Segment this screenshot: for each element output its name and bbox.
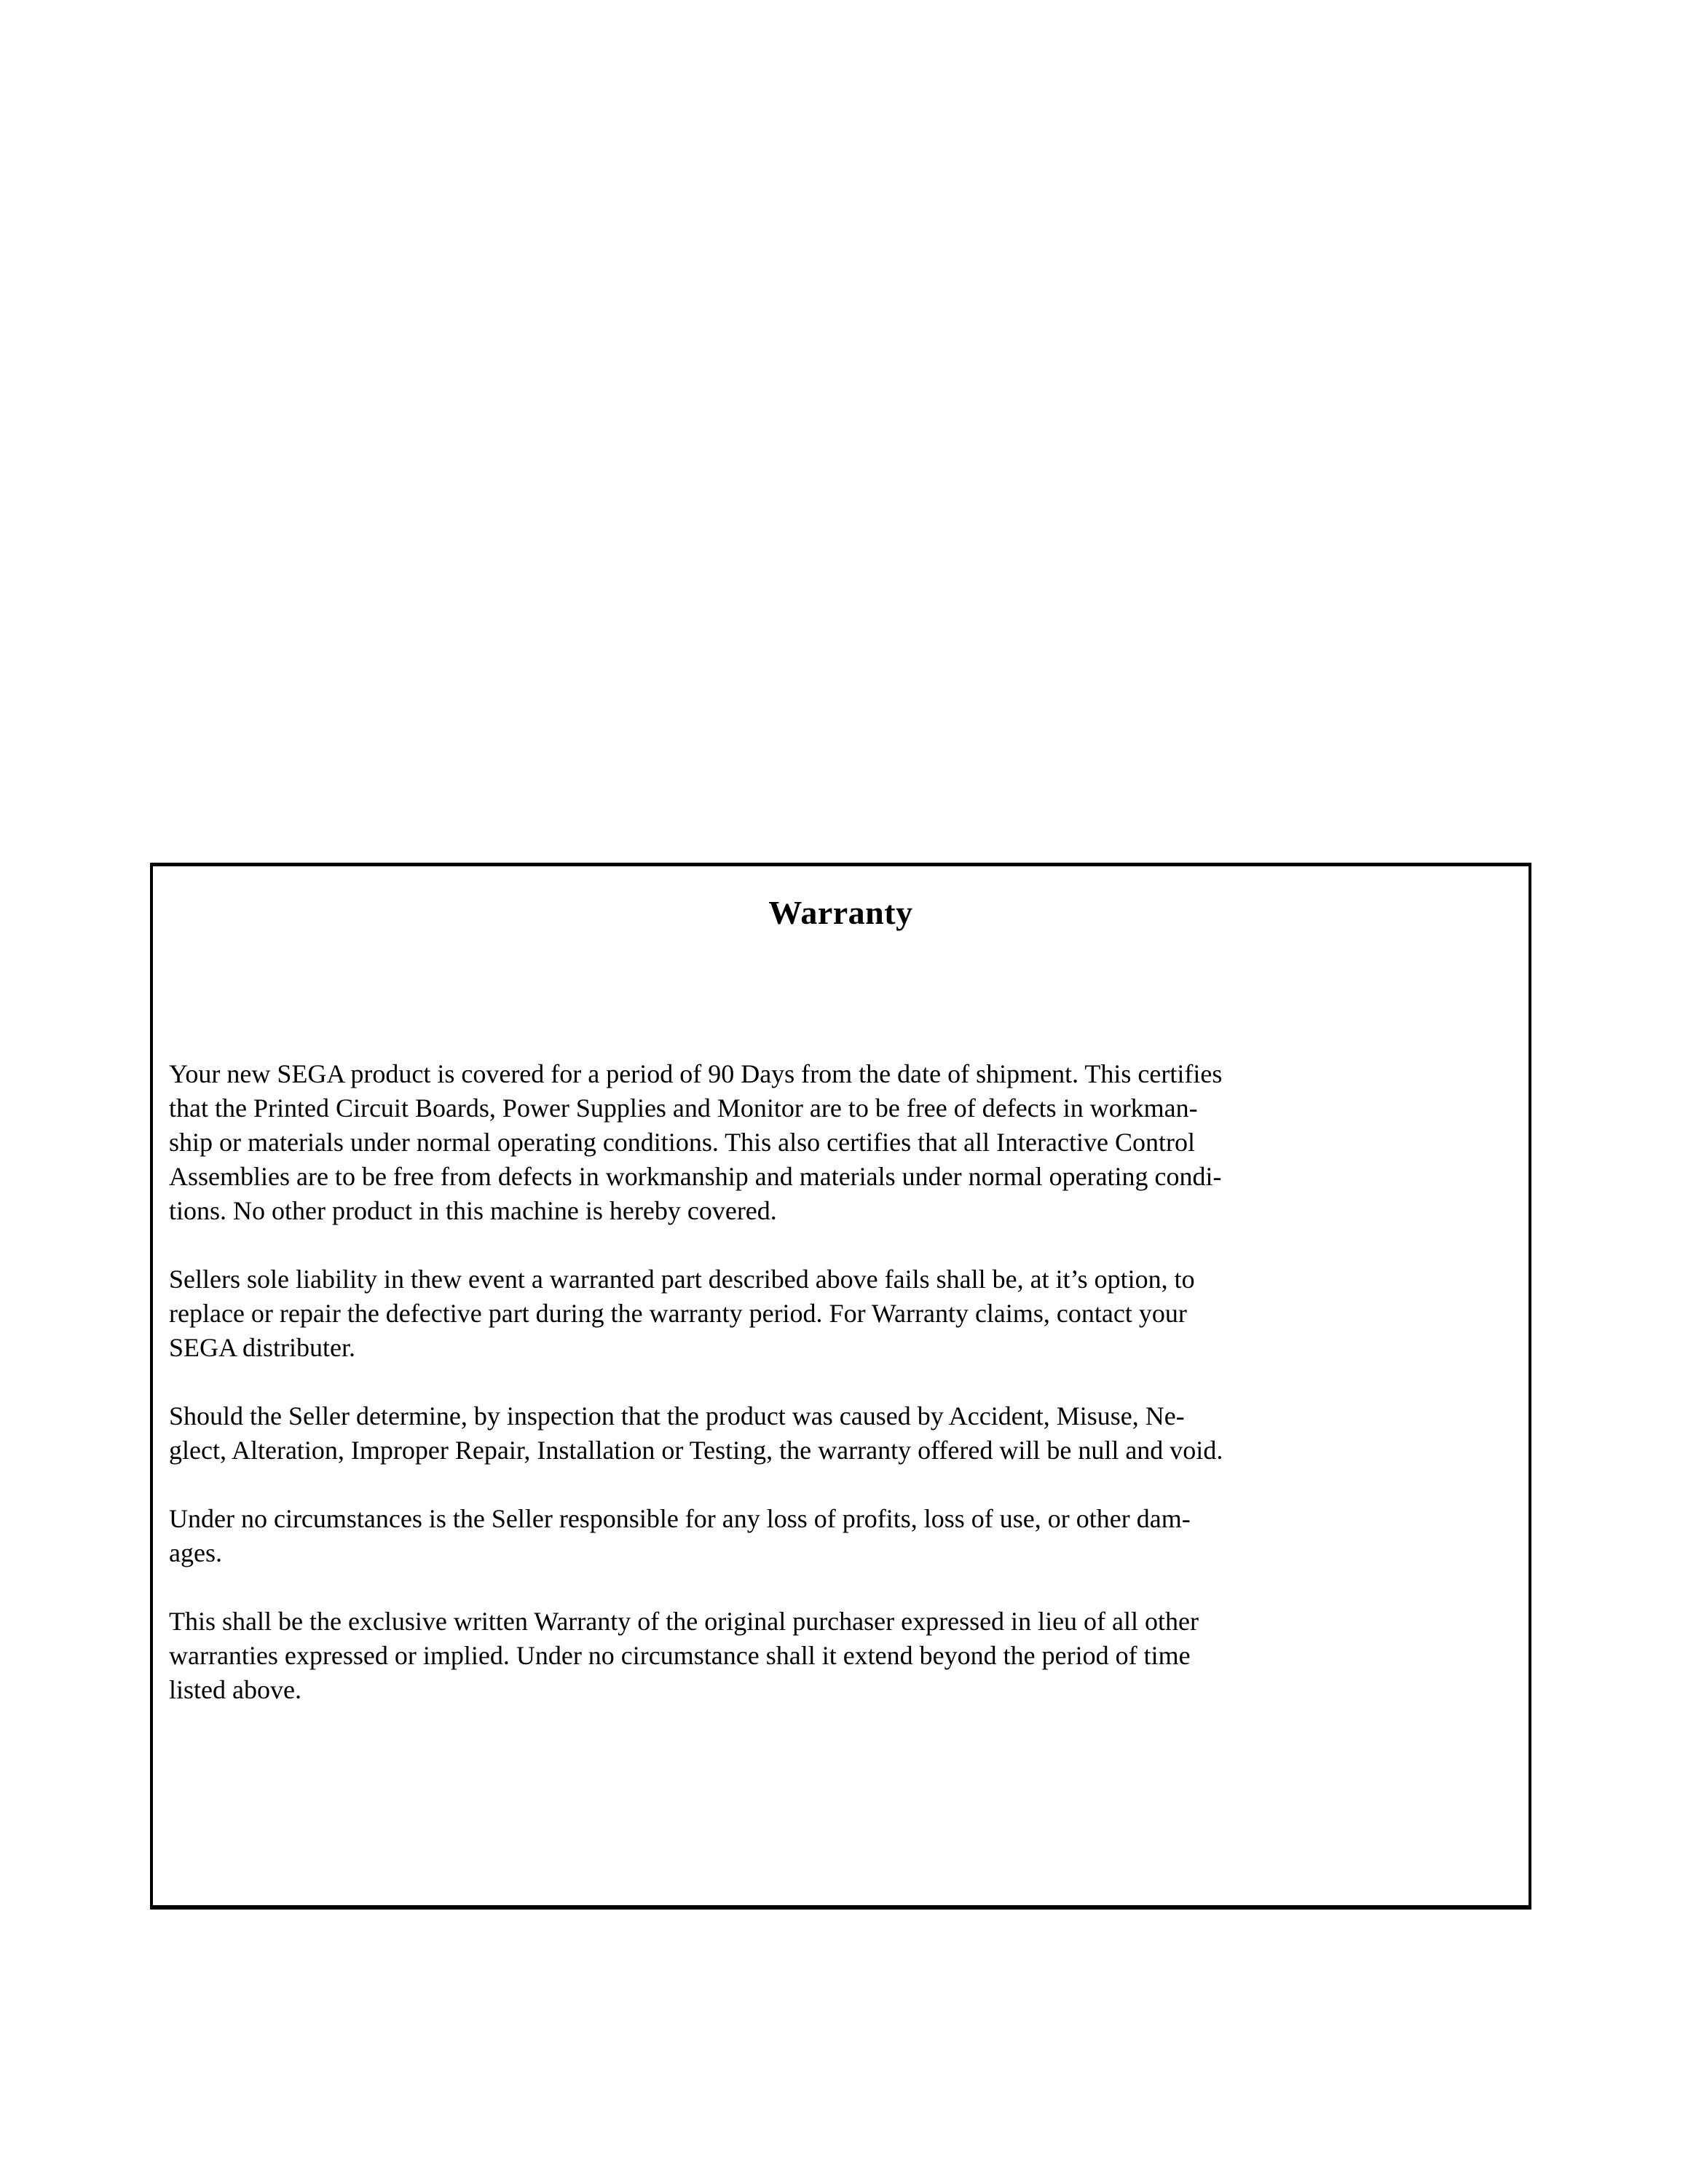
warranty-paragraph: [169, 1502, 1513, 1570]
paragraph-line: Under no circumstances is the Seller responsible for any loss of profits, loss of use, or other dam-: [169, 1504, 1191, 1533]
paragraph-line: Assemblies are to be free from defects in workmanship and materials under normal operating condi-: [169, 1162, 1222, 1191]
paragraph-line: replace or repair the defective part during the warranty period. For Warranty claims, contact your: [169, 1299, 1187, 1328]
paragraph-line: ages.: [169, 1538, 222, 1567]
warranty-paragraph: [169, 1057, 1513, 1228]
paragraph-line: tions. No other product in this machine is hereby covered.: [169, 1196, 777, 1225]
paragraph-line: Should the Seller determine, by inspection that the product was caused by Accident, Misuse, Ne-: [169, 1401, 1185, 1431]
paragraph-line: glect, Alteration, Improper Repair, Installation or Testing, the warranty offered will be null and void.: [169, 1436, 1223, 1465]
paragraph-line: listed above.: [169, 1675, 301, 1704]
paragraph-line: This shall be the exclusive written Warranty of the original purchaser expressed in lieu of all other: [169, 1607, 1199, 1636]
warranty-paragraph: [169, 1399, 1513, 1468]
paragraph-line: SEGA distributer.: [169, 1333, 356, 1362]
paragraph-line: Your new SEGA product is covered for a period of 90 Days from the date of shipment. This certifies: [169, 1059, 1223, 1088]
paragraph-line: Sellers sole liability in thew event a warranted part described above fails shall be, at it’s option, to: [169, 1265, 1195, 1294]
paragraph-line: warranties expressed or implied. Under no circumstance shall it extend beyond the period of time: [169, 1641, 1191, 1670]
warranty-title: Warranty: [768, 894, 913, 931]
paragraph-line: ship or materials under normal operating conditions. This also certifies that all Interactive Control: [169, 1128, 1195, 1157]
paragraph-line: that the Printed Circuit Boards, Power Supplies and Monitor are to be free of defects in workman-: [169, 1093, 1198, 1123]
warranty-paragraph: [169, 1605, 1513, 1707]
warranty-paragraph: [169, 1262, 1513, 1365]
warranty-box: [150, 863, 1531, 1910]
